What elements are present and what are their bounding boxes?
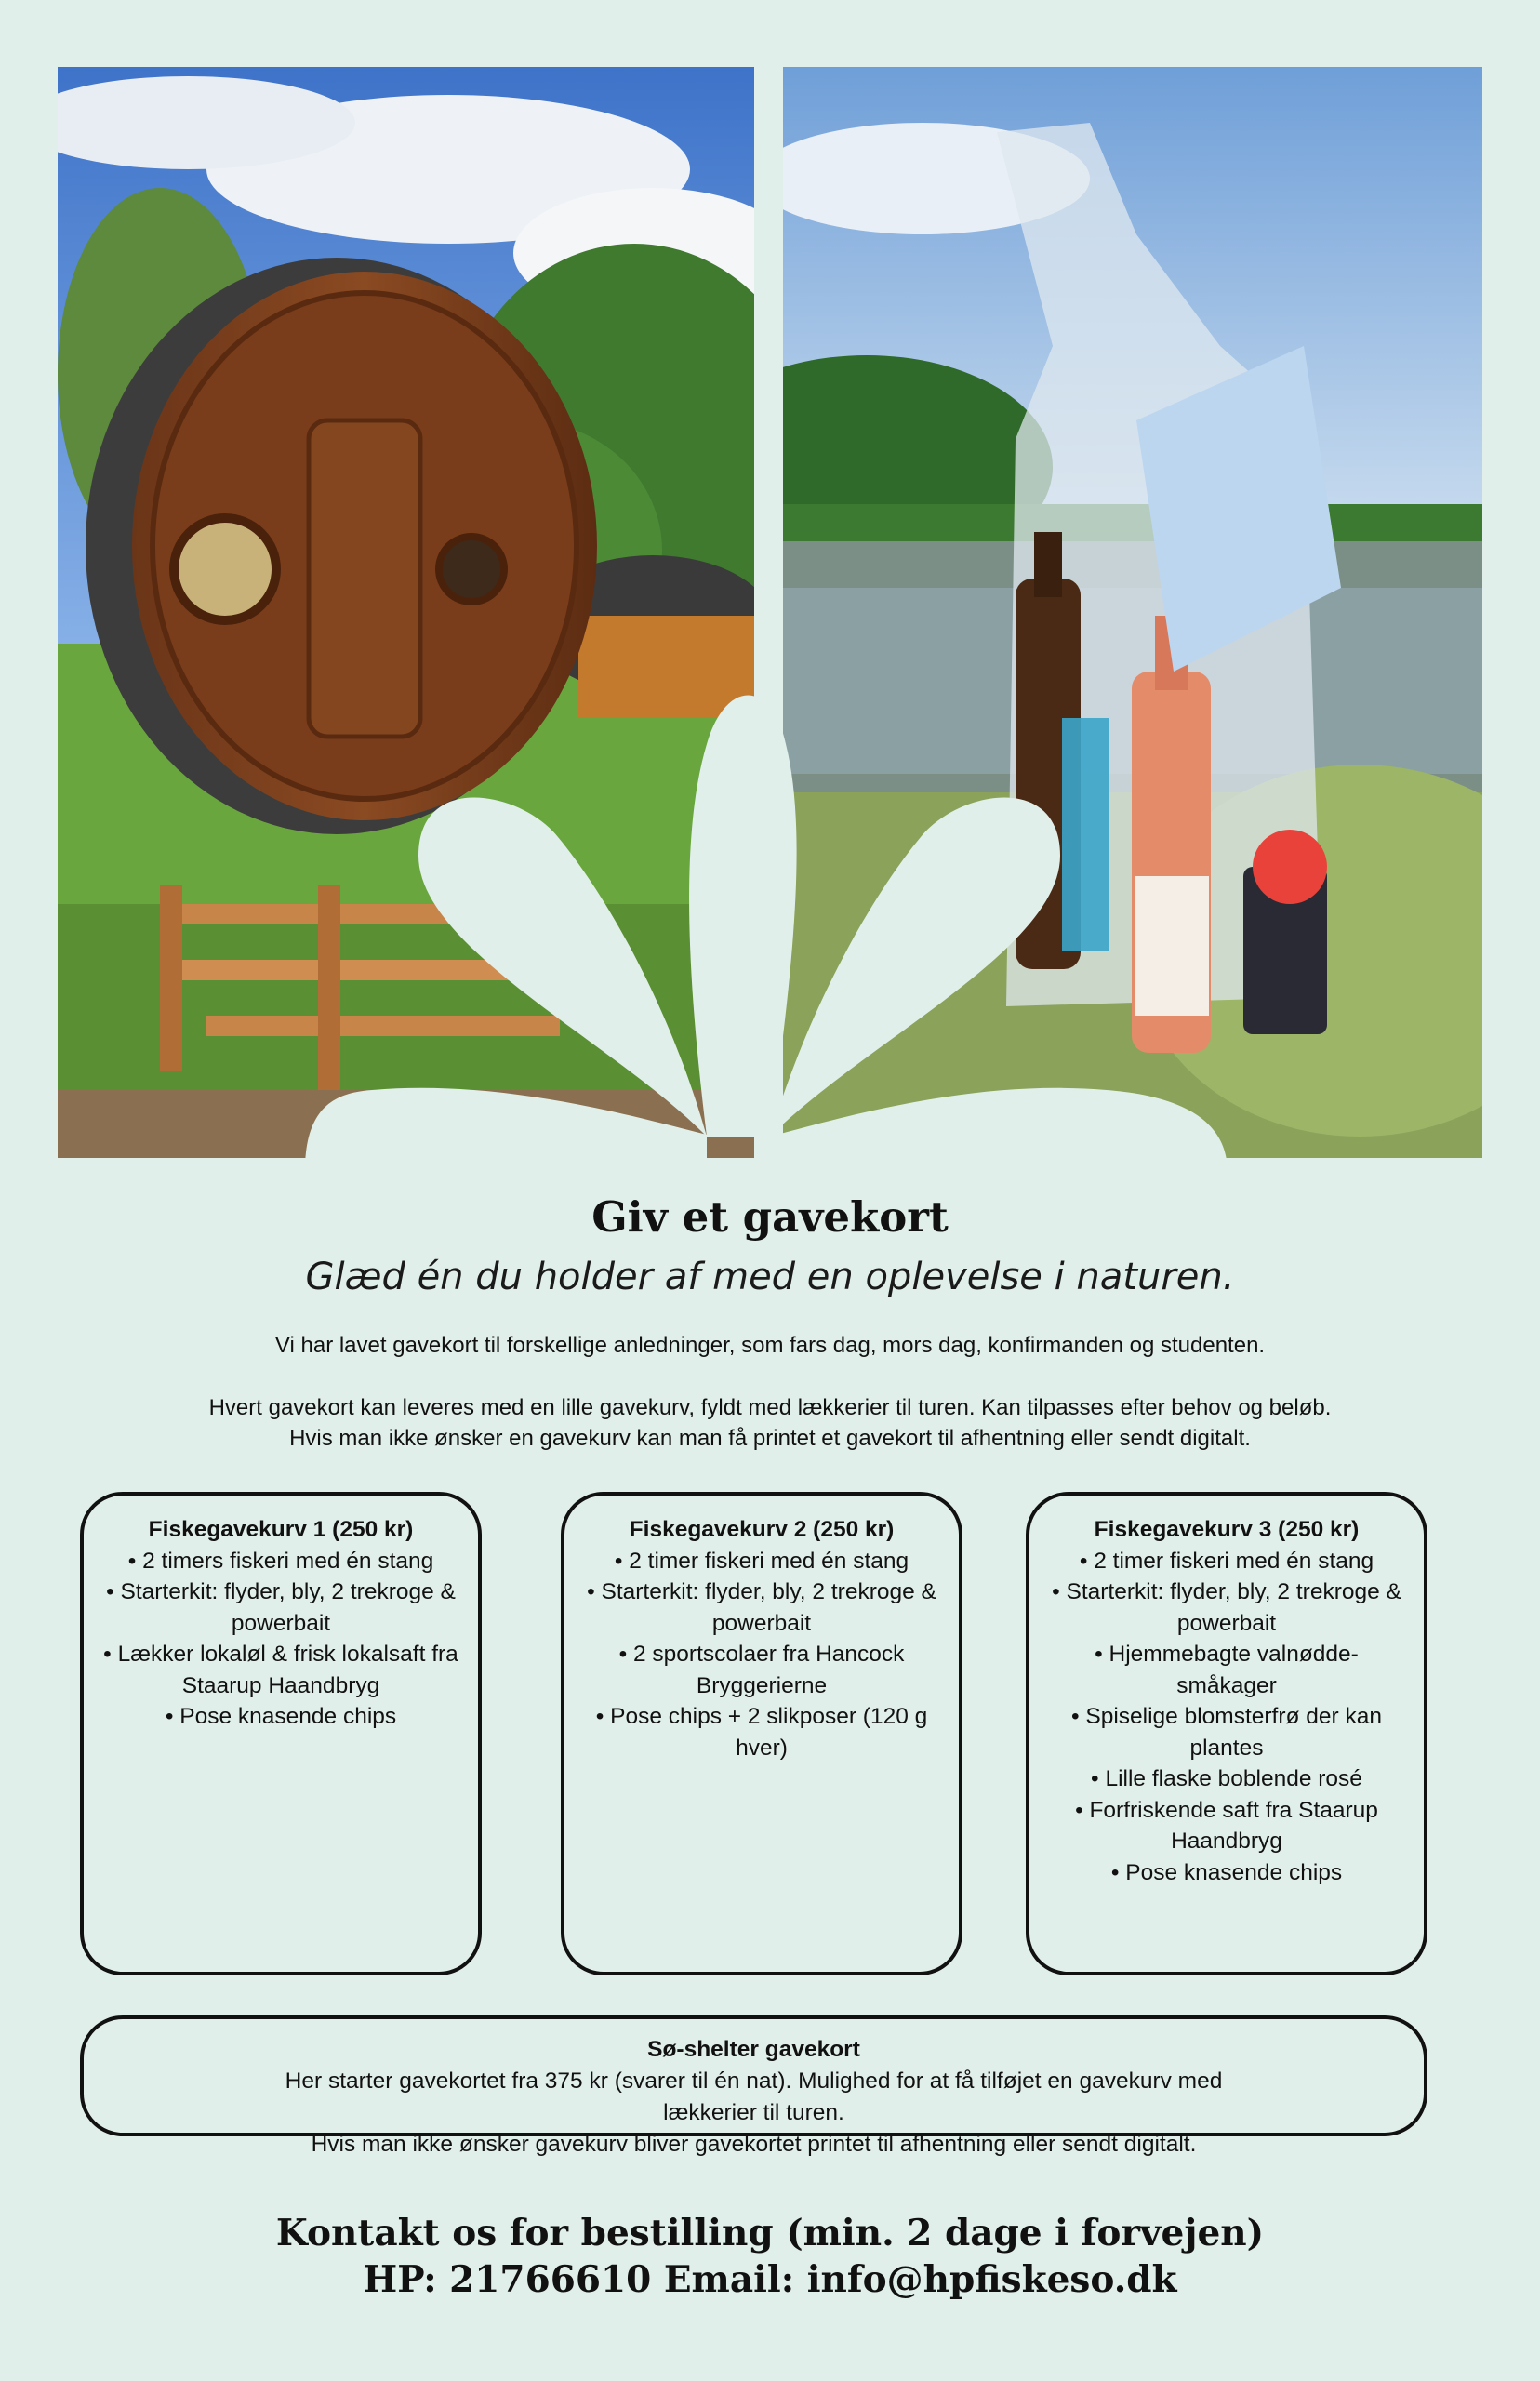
list-item: • 2 timers fiskeri med én stang	[100, 1546, 461, 1577]
gift-basket-card-1	[80, 1492, 482, 1975]
intro-text: Vi har lavet gavekort til forskellige anledninger, som fars dag, mors dag, konfirmanden og studenten.	[274, 1333, 1266, 1358]
card-title: Fiskegavekurv 3 (250 kr)	[1094, 1517, 1360, 1542]
shelter-text: Hvis man ikke ønsker gavekurv bliver gavekortet printet til afhentning eller sendt digitalt.	[311, 2132, 1197, 2157]
list-item: • Lille flaske boblende rosé	[1046, 1763, 1407, 1795]
shelter-gift-card	[80, 2015, 1427, 2157]
card-title: Fiskegavekurv 2 (250 kr)	[629, 1517, 895, 1542]
card-title: Fiskegavekurv 1 (250 kr)	[148, 1517, 414, 1542]
shelter-text: Her starter gavekortet fra 375 kr (svarer til én nat). Mulighed for at få tilføjet en gavekurv med lækkerier til turen.	[285, 2068, 1223, 2125]
list-item: • Starterkit: flyder, bly, 2 trekroge & powerbait	[1046, 1576, 1407, 1639]
list-item: • Starterkit: flyder, bly, 2 trekroge & powerbait	[581, 1576, 942, 1639]
list-item: • Starterkit: flyder, bly, 2 trekroge & powerbait	[100, 1576, 461, 1639]
page-subtitle: Glæd én du holder af med en oplevelse i naturen.	[305, 1256, 1235, 1298]
intro-line: Hvis man ikke ønsker en gavekurv kan man få printet et gavekort til afhentning eller sendt digitalt.	[289, 1426, 1251, 1451]
list-item: • Spiselige blomsterfrø der kan plantes	[1046, 1701, 1407, 1763]
list-item: • Lækker lokaløl & frisk lokalsaft fra Staarup Haandbryg	[100, 1639, 461, 1701]
list-item: • Pose chips + 2 slikposer (120 g hver)	[581, 1701, 942, 1763]
list-item: • Pose knasende chips	[100, 1701, 461, 1733]
shelter-title: Sø-shelter gavekort	[647, 2037, 860, 2062]
list-item: • Pose knasende chips	[1046, 1857, 1407, 1889]
list-item: • Hjemmebagte valnødde-småkager	[1046, 1639, 1407, 1701]
intro-line: Hvert gavekort kan leveres med en lille gavekurv, fyldt med lækkerier til turen. Kan tilpasses efter behov og beløb.	[208, 1395, 1332, 1420]
contact-heading: Kontakt os for bestilling (min. 2 dage i forvejen)	[275, 2212, 1265, 2255]
intro-details	[0, 1392, 1540, 1454]
list-item: • 2 sportscolaer fra Hancock Bryggerierne	[581, 1639, 942, 1701]
gift-basket-card-2	[561, 1492, 962, 1975]
page-title: Giv et gavekort	[591, 1192, 949, 1242]
contact-details: HP: 21766610 Email: info@hpfiskeso.dk	[363, 2258, 1177, 2301]
barrel-sauna-photo	[58, 67, 754, 1158]
list-item: • 2 timer fiskeri med én stang	[1046, 1546, 1407, 1577]
gift-basket-card-3	[1026, 1492, 1427, 1975]
list-item: • Forfriskende saft fra Staarup Haandbryg	[1046, 1795, 1407, 1857]
list-item: • 2 timer fiskeri med én stang	[581, 1546, 942, 1577]
gift-basket-lake-photo	[783, 67, 1482, 1158]
